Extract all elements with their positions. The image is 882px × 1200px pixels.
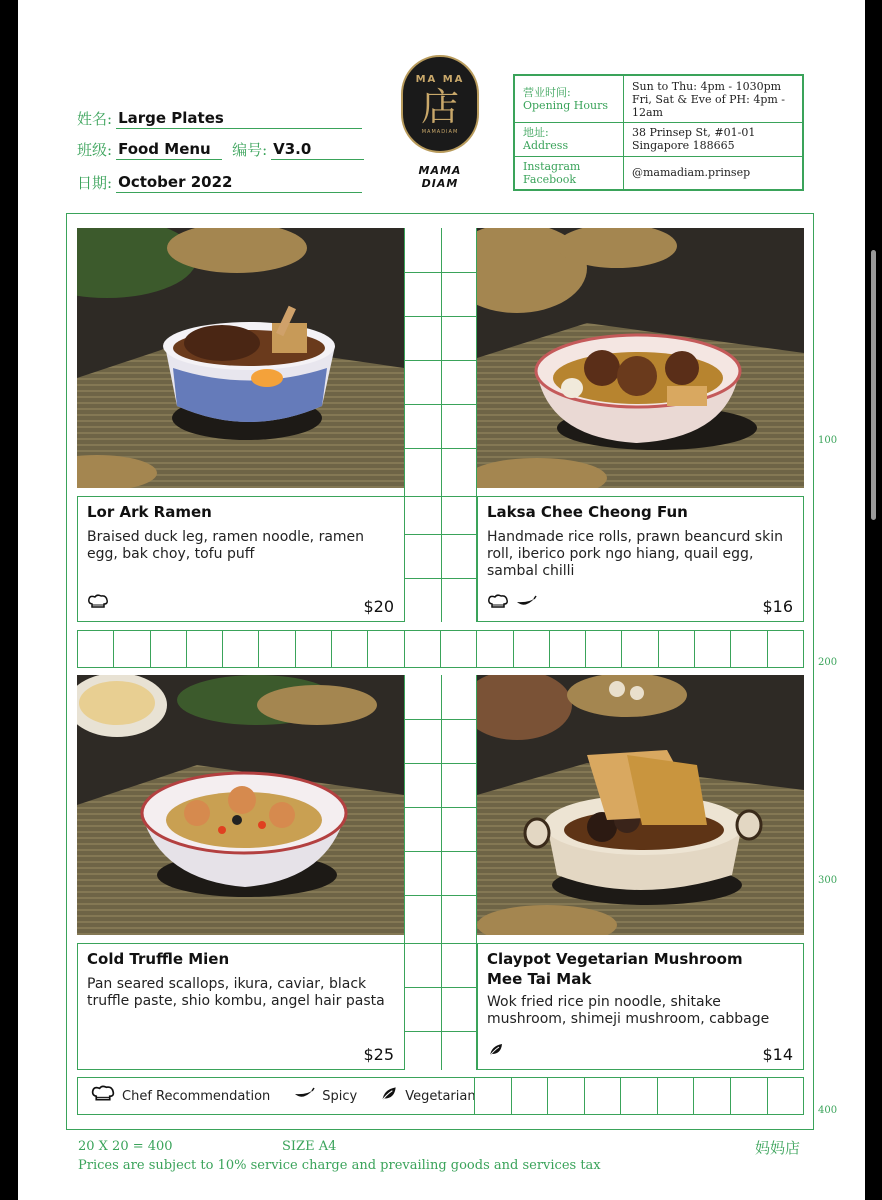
legend-strip [77, 1077, 804, 1115]
info-table [513, 74, 804, 191]
dish-name: Lor Ark Ramen [87, 503, 212, 521]
middle-grid-strip [77, 630, 804, 668]
legend-spicy-label: Spicy [322, 1088, 358, 1104]
address-value: 38 Prinsep St, #01-01 Singapore 188665 [624, 123, 803, 156]
row-number-300: 300 [818, 875, 838, 886]
dish-price: $14 [762, 1045, 793, 1064]
dish-price: $16 [762, 597, 793, 616]
center-grid-lower [404, 675, 477, 1070]
legend-vegetarian-label: Vegetarian [405, 1088, 476, 1104]
dish-icons [487, 1042, 505, 1063]
legend-chef [90, 1085, 270, 1107]
dish-name: Cold Truffle Mien [87, 950, 230, 968]
class-field [77, 139, 364, 160]
date-label: 日期: [77, 174, 113, 192]
dish-name: Claypot Vegetarian Mushroom Mee Tai Mak [487, 950, 743, 988]
dish-price: $20 [363, 597, 394, 616]
mama-diam-logo [401, 55, 479, 153]
cold-truffle-mien-photo [77, 675, 404, 935]
dish-description: Braised duck leg, ramen noodle, ramen egg, bak choy, tofu puff [87, 529, 365, 562]
legend-grid-cells [474, 1078, 803, 1114]
logo-sub-text: MAMADIAM [421, 128, 459, 135]
name-field [77, 108, 362, 129]
date-value: October 2022 [116, 173, 362, 193]
name-label: 姓名: [77, 110, 113, 128]
chef-hat-icon [90, 1085, 116, 1107]
legend-spicy [292, 1087, 357, 1105]
code-value: V3.0 [271, 140, 364, 160]
address-label: 地址: Address [515, 123, 624, 156]
chili-icon [292, 1087, 316, 1105]
row-number-200: 200 [818, 657, 838, 668]
legend-vegetarian [379, 1085, 475, 1107]
class-label: 班级: [77, 141, 113, 159]
hours-value: Sun to Thu: 4pm - 1030pm Fri, Sat & Eve of PH: 4pm - 12am [624, 76, 803, 123]
dish-name: Laksa Chee Cheong Fun [487, 503, 688, 521]
row-number-100: 100 [818, 435, 838, 446]
grid-formula: 20 X 20 = 400 [78, 1139, 173, 1154]
date-field [77, 172, 362, 193]
dish-icons [87, 594, 109, 615]
logo-wordmark: MAMA DIAM [418, 164, 462, 190]
dish-card-claypot-mee-tai-mak [477, 943, 804, 1070]
dish-card-lor-ark-ramen [77, 496, 405, 622]
leaf-icon [379, 1085, 399, 1107]
dish-description: Handmade rice rolls, prawn beancurd skin roll, iberico pork ngo hiang, quail egg, sambal chilli [487, 529, 783, 579]
laksa-chee-cheong-fun-photo [477, 228, 804, 488]
center-grid-upper [404, 228, 477, 622]
chef-hat-icon [487, 594, 509, 615]
dish-card-cold-truffle-mien [77, 943, 405, 1070]
chef-hat-icon [87, 594, 109, 615]
row-number-400: 400 [818, 1105, 838, 1116]
social-label: Instagram Facebook [515, 156, 624, 189]
lor-ark-ramen-photo [77, 228, 404, 488]
scrollbar[interactable] [871, 250, 876, 520]
code-label: 编号: [232, 141, 268, 159]
dish-price: $25 [363, 1045, 394, 1064]
name-value: Large Plates [116, 109, 362, 129]
legend-chef-label: Chef Recommendation [122, 1088, 271, 1104]
dish-card-laksa-chee-cheong-fun [477, 496, 804, 622]
paper-size: SIZE A4 [282, 1139, 337, 1154]
dish-icons [487, 594, 537, 615]
hours-label: 营业时间: Opening Hours [515, 76, 624, 123]
shop-name-cn: 妈妈店 [755, 1139, 801, 1157]
dish-description: Wok fried rice pin noodle, shitake mushroom, shimeji mushroom, cabbage [487, 994, 770, 1027]
social-handle: @mamadiam.prinsep [624, 156, 803, 189]
logo-glyph: 店 [420, 84, 459, 129]
claypot-mee-tai-mak-photo [477, 675, 804, 935]
leaf-icon [487, 1042, 505, 1063]
service-charge-notice: Prices are subject to 10% service charge and prevailing goods and services tax [78, 1158, 601, 1173]
dish-description: Pan seared scallops, ikura, caviar, black truffle paste, shio kombu, angel hair pasta [87, 976, 385, 1009]
chili-icon [515, 595, 537, 614]
logo-top-text: MA MA [415, 73, 465, 85]
class-value: Food Menu [116, 140, 222, 160]
